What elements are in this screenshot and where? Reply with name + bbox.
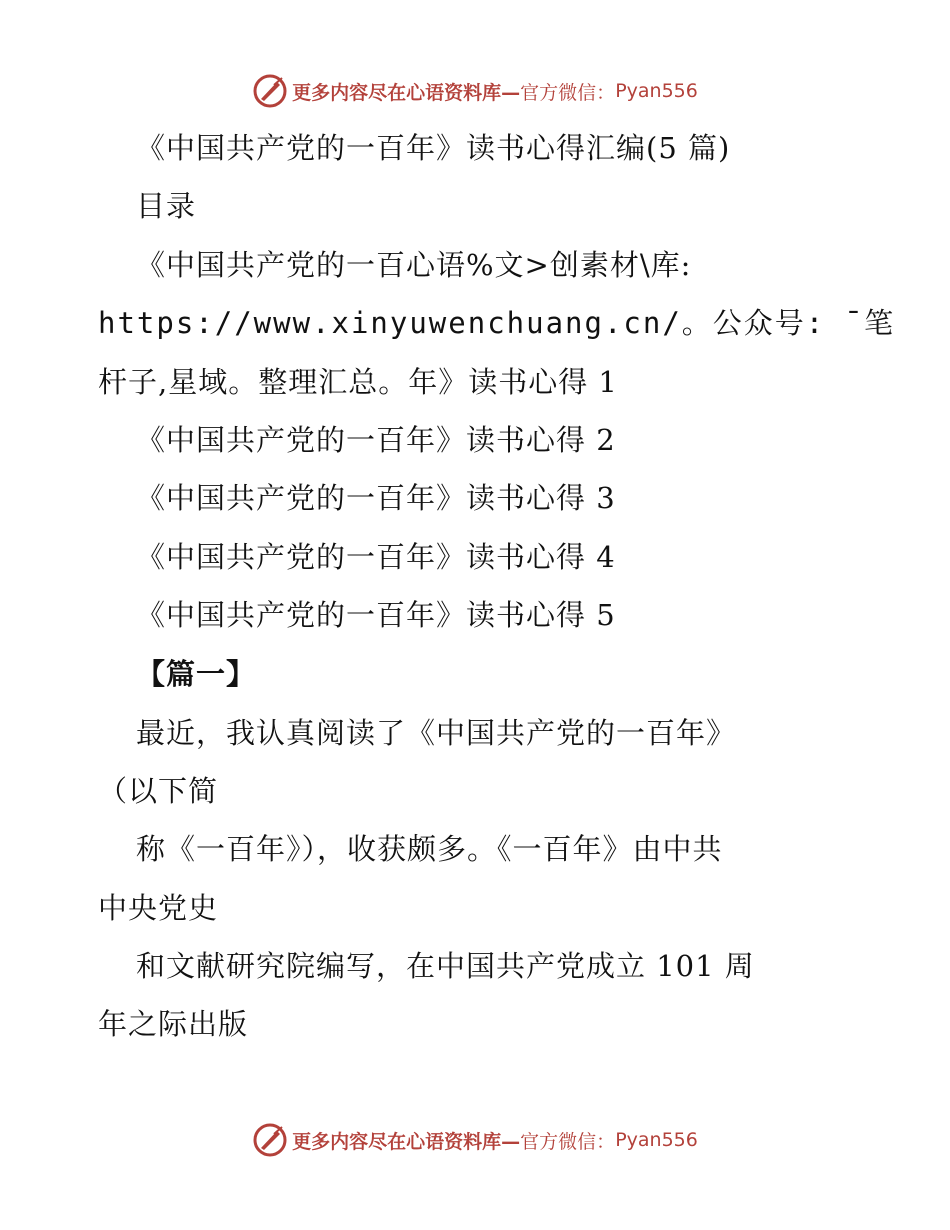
toc-item-1-line-1: 《中国共产党的一百心语%文>创素材\库: [136, 248, 692, 282]
quill-logo-icon [252, 73, 288, 109]
toc-item-1-line-3: 杆子,星域。整理汇总。年》读书心得 1 [98, 365, 618, 399]
toc-item-1-line-2: https://www.xinyuwenchuang.cn/。公众号: ¯笔 [98, 306, 896, 340]
toc-item-5: 《中国共产党的一百年》读书心得 5 [136, 598, 616, 632]
header-watermark [0, 71, 950, 111]
body-line: 称《一百年》），收获颇多。《一百年》由中共 [136, 832, 723, 866]
watermark-wechat-id: Pyan556 [615, 1129, 698, 1151]
watermark-wechat-label: 官方微信： [520, 81, 616, 104]
watermark-text: 更多内容尽在心语资料库— [292, 1130, 521, 1153]
watermark-wechat-label: 官方微信： [520, 1130, 616, 1153]
document-title: 《中国共产党的一百年》读书心得汇编(5 篇) [136, 131, 731, 165]
footer-watermark [0, 1120, 950, 1160]
body-line: 年之际出版 [98, 1007, 249, 1041]
watermark-wechat-id: Pyan556 [615, 80, 698, 102]
section-heading: 【篇一】 [136, 657, 257, 691]
body-line: 中央党史 [98, 891, 219, 925]
toc-item-4: 《中国共产党的一百年》读书心得 4 [136, 540, 616, 574]
toc-item-3: 《中国共产党的一百年》读书心得 3 [136, 481, 616, 515]
quill-logo-icon [252, 1122, 288, 1158]
body-line: （以下简 [98, 774, 219, 808]
body-line: 和文献研究院编写，在中国共产党成立 101 周 [136, 949, 755, 983]
toc-item-2: 《中国共产党的一百年》读书心得 2 [136, 423, 616, 457]
body-line: 最近，我认真阅读了《中国共产党的一百年》 [136, 716, 737, 750]
watermark-text: 更多内容尽在心语资料库— [292, 81, 521, 104]
toc-heading: 目录 [136, 189, 197, 223]
